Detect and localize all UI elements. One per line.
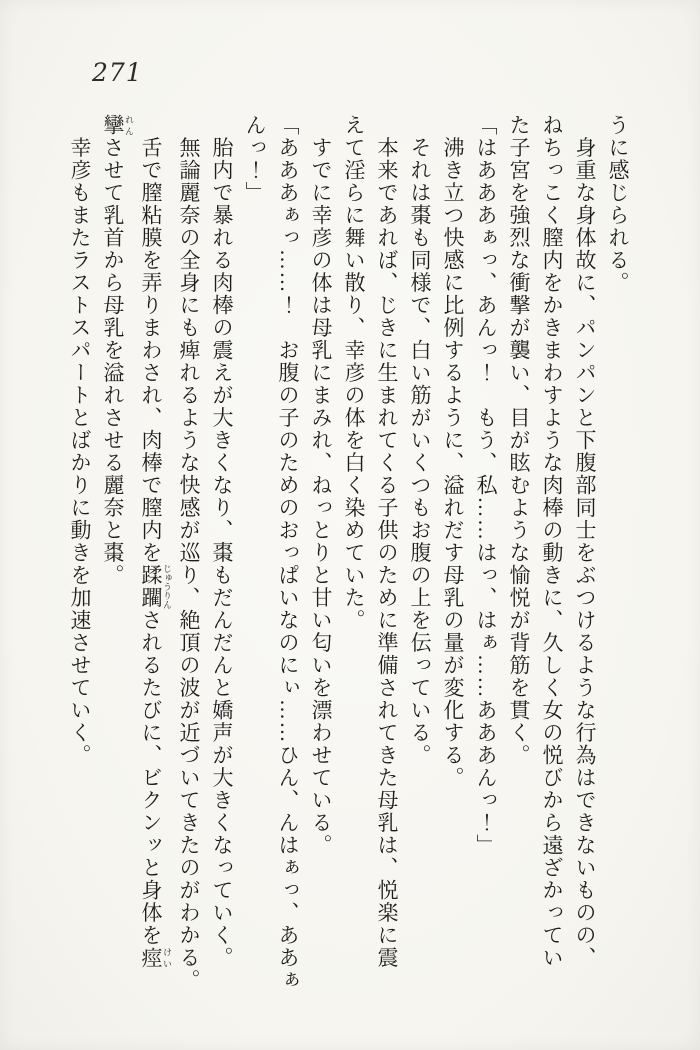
text-column: えて淫らに舞い散り、幸彦の体を白く染めていた。 bbox=[342, 114, 366, 632]
text-column: た子宮を強烈な衝撃が襲い、目が眩むような愉悦が背筋を貫く。 bbox=[507, 114, 531, 767]
ruby-annotated-word: 蹂躙 じゅうりん bbox=[139, 564, 172, 609]
text-column: うに感じられる。 bbox=[606, 114, 630, 294]
text-column: 「はあああぁっ、あんっ！ もう、私……はっ、はぁ……あああんっ！」 bbox=[474, 114, 498, 857]
text-column: ねちっこく膣内をかきまわすような肉棒の動きに、久しく女の悦びから遠ざかってい bbox=[540, 114, 564, 969]
text-column: すでに幸彦の体は母乳にまみれ、ねっとりと甘い匂いを漂わせている。 bbox=[309, 114, 333, 857]
page-number: 271 bbox=[92, 58, 143, 87]
vertical-text-block bbox=[63, 114, 634, 1019]
text-column: んっ！」 bbox=[243, 114, 267, 204]
text-column: 身重な身体故に、パンパンと下腹部同士をぶつけるような行為はできないものの、 bbox=[573, 114, 597, 969]
text-column: それは棗も同様で、白い筋がいくつもお腹の上を伝っている。 bbox=[408, 114, 432, 767]
ruby-annotated-word: 攣 れん bbox=[101, 114, 134, 137]
text-column: 攣 れんさせて乳首から母乳を溢れさせる麗奈と棗。 bbox=[101, 114, 134, 587]
text-column: 本来であれば、じきに生まれてくる子供のために準備されてきた母乳は、悦楽に震 bbox=[375, 114, 399, 969]
text-column: 舌で膣粘膜を弄りまわされ、肉棒で膣内を蹂躙 じゅうりんされるたびに、ビクンッと身体を痙 けい bbox=[139, 114, 172, 969]
text-column: 無論麗奈の全身にも痺れるような快感が巡り、絶頂の波が近づいてきたのがわかる。 bbox=[177, 114, 201, 992]
text-column: 幸彦もまたラストスパートとばかりに動きを加速させていく。 bbox=[68, 114, 92, 767]
text-column: 「あああぁっ……！ お腹の子のためのおっぱいなのにぃ……ひん、んはぁっ、ああぁ bbox=[276, 114, 300, 992]
text-column: 胎内で暴れる肉棒の震えが大きくなり、棗もだんだんと嬌声が大きくなっていく。 bbox=[210, 114, 234, 969]
text-column: 沸き立つ快感に比例するように、溢れだす母乳の量が変化する。 bbox=[441, 114, 465, 789]
ruby-annotated-word: 痙 けい bbox=[139, 946, 172, 969]
